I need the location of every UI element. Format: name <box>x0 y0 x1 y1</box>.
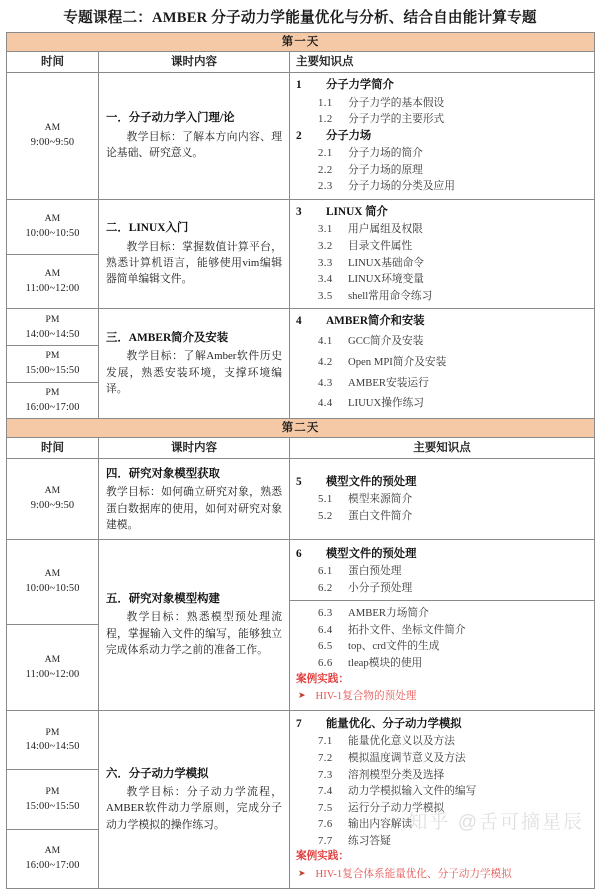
time-ampm: AM <box>44 213 61 225</box>
case-study-label: 案例实践： <box>296 851 349 863</box>
knowledge-group-head <box>296 77 588 95</box>
knowledge-item-label: 练习答疑 <box>348 834 391 847</box>
time-range: 16:00~17:00 <box>25 860 80 872</box>
knowledge-item-number: 6.1 <box>318 565 333 578</box>
knowledge-item-number: 6.6 <box>318 656 333 669</box>
knowledge-item-label: 分子力学的基本假设 <box>348 96 445 109</box>
knowledge-item-label: GCC简介及安装 <box>348 334 424 347</box>
knowledge-group-number: 7 <box>296 717 302 730</box>
knowledge-item <box>296 221 588 238</box>
time-cell <box>7 254 99 309</box>
time-cell <box>7 73 99 200</box>
time-cell <box>7 382 99 419</box>
knowledge-item <box>296 373 588 394</box>
knowledge-item <box>296 145 588 162</box>
session-goal: 教学目标：如何确立研究对象，熟悉蛋白数据库的使用，如何对研究对象建模。 <box>106 486 282 532</box>
knowledge-group-number: 2 <box>296 129 302 142</box>
knowledge-group-number: 3 <box>296 205 302 218</box>
time-range: 15:00~15:50 <box>25 365 80 377</box>
time-range: 11:00~12:00 <box>25 282 80 294</box>
time-range: 14:00~14:50 <box>25 741 80 753</box>
content-cell <box>99 539 290 710</box>
day1-band-row <box>7 33 595 52</box>
knowledge-group-head <box>296 546 588 564</box>
session-title: 四．研究对象模型获取 <box>106 468 220 481</box>
knowledge-item-number: 5.2 <box>318 509 333 522</box>
time-cell <box>7 345 99 382</box>
knowledge-item <box>296 95 588 112</box>
knowledge-group-number: 5 <box>296 475 302 488</box>
time-ampm: AM <box>44 654 61 666</box>
knowledge-item-number: 7.7 <box>318 834 333 847</box>
column-header-knowledge: 主要知识点 <box>290 438 595 459</box>
knowledge-item-number: 7.6 <box>318 818 333 831</box>
session-goal: 教学目标：分子动力学流程，AMBER软件动力学原则，完成分子动力学模拟的操作练习。 <box>106 785 282 831</box>
time-cell <box>7 770 99 829</box>
knowledge-group-head <box>296 128 588 146</box>
time-ampm: AM <box>44 485 61 497</box>
time-range: 15:00~15:50 <box>25 800 80 812</box>
knowledge-item-number: 7.5 <box>318 801 333 814</box>
knowledge-item-number: 2.1 <box>318 147 333 160</box>
time-ampm: PM <box>45 785 60 797</box>
case-study-item <box>296 866 588 883</box>
knowledge-item <box>296 580 588 597</box>
knowledge-item-label: 运行分子动力学模拟 <box>348 801 445 814</box>
time-ampm: PM <box>45 386 60 398</box>
knowledge-item-number: 7.3 <box>318 768 333 781</box>
case-study-label: 案例实践： <box>296 673 349 685</box>
time-range: 11:00~12:00 <box>25 668 80 680</box>
column-header-content: 课时内容 <box>99 438 290 459</box>
time-range: 10:00~10:50 <box>25 228 80 240</box>
session-title: 三．AMBER简介及安装 <box>106 332 229 345</box>
watermark: 知乎 @舌可摘星辰 <box>408 812 584 833</box>
knowledge-item-label: 分子力场的分类及应用 <box>348 180 455 193</box>
knowledge-item <box>296 255 588 272</box>
arrow-bullet-icon: ➤ <box>298 868 306 879</box>
page-title: 专题课程二：AMBER 分子动力学能量优化与分析、结合自由能计算专题 <box>63 10 537 26</box>
knowledge-group-number: 6 <box>296 547 302 560</box>
session-goal: 教学目标：了解Amber软件历史发展，熟悉安装环境，支撑环境编译。 <box>106 350 282 395</box>
knowledge-group-head <box>296 313 588 331</box>
knowledge-item-number: 6.5 <box>318 640 333 653</box>
knowledge-item-number: 4.1 <box>318 334 333 347</box>
column-header-time: 时间 <box>7 438 99 459</box>
knowledge-item-number: 4.4 <box>318 397 333 410</box>
knowledge-item-number: 3.4 <box>318 273 333 286</box>
knowledge-item-number: 4.2 <box>318 355 333 368</box>
column-header-knowledge: 主要知识点 <box>290 52 595 73</box>
knowledge-item <box>296 508 588 525</box>
case-study-text: HIV-1复合体系能量优化、分子动力学模拟 <box>315 869 512 881</box>
knowledge-group-head <box>296 204 588 222</box>
knowledge-item-label: AMBER力场简介 <box>348 607 429 620</box>
knowledge-group-label: 能量优化、分子动力学模拟 <box>326 717 462 730</box>
content-cell <box>99 199 290 308</box>
knowledge-item-label: 拓扑文件、坐标文件简介 <box>348 623 466 636</box>
knowledge-item <box>296 750 588 767</box>
knowledge-item-number: 3.3 <box>318 256 333 269</box>
day1-band-label: 第一天 <box>7 33 595 52</box>
knowledge-item-label: Open MPI简介及安装 <box>348 355 447 368</box>
knowledge-item-label: 溶剂模型分类及选择 <box>348 768 445 781</box>
day2-band-row <box>7 419 595 438</box>
knowledge-item <box>296 288 588 305</box>
time-ampm: AM <box>44 845 61 857</box>
knowledge-item-label: 动力学模拟输入文件的编写 <box>348 785 477 798</box>
knowledge-item <box>296 655 588 672</box>
knowledge-item-number: 7.2 <box>318 752 333 764</box>
knowledge-item-number: 3.2 <box>318 239 333 252</box>
knowledge-item-label: LINUX基础命令 <box>348 256 424 269</box>
knowledge-item-number: 4.3 <box>318 376 333 389</box>
time-range: 9:00~9:50 <box>30 500 75 512</box>
knowledge-item <box>296 767 588 784</box>
knowledge-group-number: 4 <box>296 315 302 328</box>
time-cell <box>7 199 99 254</box>
knowledge-item-label: 小分子预处理 <box>348 581 413 594</box>
knowledge-group-label: 模型文件的预处理 <box>326 475 417 488</box>
knowledge-cell <box>290 199 595 308</box>
case-study-item <box>296 688 588 705</box>
knowledge-item-label: LINUX环境变量 <box>348 273 424 286</box>
column-header-content: 课时内容 <box>99 52 290 73</box>
knowledge-group-head <box>296 474 588 492</box>
time-cell <box>7 539 99 625</box>
knowledge-item-label: 用户属组及权限 <box>348 223 423 236</box>
knowledge-item-number: 3.5 <box>318 289 333 302</box>
table-row <box>7 199 595 254</box>
knowledge-item-label: LIUUX操作练习 <box>348 397 424 410</box>
content-cell <box>99 73 290 200</box>
knowledge-item <box>296 238 588 255</box>
knowledge-item-number: 1.2 <box>318 113 333 126</box>
knowledge-item-label: 分子力学的主要形式 <box>348 113 445 126</box>
day1-header-row <box>7 52 595 73</box>
day2-header-row <box>7 438 595 459</box>
knowledge-item <box>296 833 588 850</box>
knowledge-item-number: 2.3 <box>318 180 333 193</box>
content-cell <box>99 459 290 539</box>
knowledge-item <box>296 783 588 800</box>
knowledge-item-label: top、crd文件的生成 <box>348 640 440 653</box>
time-range: 14:00~14:50 <box>25 328 80 340</box>
knowledge-item-label: 蛋白预处理 <box>348 565 402 578</box>
session-title: 六．分子动力学模拟 <box>106 767 209 780</box>
time-cell <box>7 625 99 711</box>
time-range: 9:00~9:50 <box>30 137 75 149</box>
knowledge-item-label: 模型来源简介 <box>348 493 413 506</box>
knowledge-item-label: 模拟温度调节意义及方法 <box>348 752 466 764</box>
knowledge-item-label: 目录文件属性 <box>348 239 413 252</box>
knowledge-cell <box>290 309 595 419</box>
knowledge-item <box>296 352 588 373</box>
knowledge-item <box>296 393 588 414</box>
knowledge-cell <box>290 73 595 200</box>
knowledge-item-label: AMBER安装运行 <box>348 376 429 389</box>
knowledge-item <box>296 331 588 352</box>
table-row <box>7 710 595 769</box>
knowledge-group-label: 分子力学简介 <box>326 79 394 91</box>
time-ampm: AM <box>44 568 61 580</box>
knowledge-group-label: AMBER简介和安装 <box>326 315 425 328</box>
day1-schedule-table <box>6 32 595 889</box>
knowledge-item <box>296 800 588 817</box>
knowledge-item-label: 分子力场的原理 <box>348 163 423 176</box>
knowledge-item <box>296 563 588 580</box>
time-ampm: PM <box>45 313 60 325</box>
knowledge-item-number: 7.1 <box>318 735 333 748</box>
knowledge-item-label: shell常用命令练习 <box>348 289 433 302</box>
time-cell <box>7 309 99 346</box>
session-title: 二．LINUX入门 <box>106 222 189 235</box>
day2-band-label: 第二天 <box>7 419 595 438</box>
knowledge-item-label: 能量优化意义以及方法 <box>348 735 455 748</box>
time-ampm: PM <box>45 726 60 738</box>
session-title: 一．分子动力学入门理/论 <box>106 112 235 125</box>
knowledge-item <box>296 491 588 508</box>
knowledge-item-number: 6.2 <box>318 581 333 594</box>
knowledge-group-label: LINUX 简介 <box>326 205 388 218</box>
knowledge-item-number: 6.4 <box>318 623 333 636</box>
content-cell <box>99 309 290 419</box>
knowledge-item <box>296 111 588 128</box>
knowledge-group-head <box>296 716 588 734</box>
knowledge-cell <box>290 710 595 888</box>
knowledge-item-number: 7.4 <box>318 785 333 798</box>
knowledge-group-label: 分子力场 <box>326 129 372 142</box>
knowledge-item-label: 蛋白文件简介 <box>348 509 413 522</box>
session-goal: 教学目标：熟悉模型预处理流程，掌握输入文件的编写，能够独立完成体系动力学之前的准备工作。 <box>106 611 282 656</box>
knowledge-item-number: 3.1 <box>318 223 333 236</box>
knowledge-item-label: 输出内容解读 <box>348 818 413 831</box>
session-goal: 教学目标：掌握数值计算平台，熟悉计算机语言，能够使用vim编辑器简单编辑文件。 <box>106 240 282 286</box>
time-cell <box>7 459 99 539</box>
knowledge-item <box>296 622 588 639</box>
knowledge-item-number: 5.1 <box>318 493 333 506</box>
time-ampm: AM <box>44 122 61 134</box>
knowledge-item <box>296 178 588 195</box>
session-title: 五．研究对象模型构建 <box>106 593 220 606</box>
arrow-bullet-icon: ➤ <box>298 690 306 701</box>
knowledge-item-number: 1.1 <box>318 96 333 109</box>
knowledge-item <box>296 638 588 655</box>
time-ampm: AM <box>44 267 61 279</box>
knowledge-item <box>296 605 588 622</box>
time-range: 16:00~17:00 <box>25 401 80 413</box>
knowledge-group-label: 模型文件的预处理 <box>326 547 417 560</box>
knowledge-item <box>296 816 588 833</box>
knowledge-cell <box>290 459 595 539</box>
knowledge-divider <box>290 600 594 601</box>
case-study-text: HIV-1复合物的预处理 <box>315 691 417 703</box>
time-cell <box>7 829 99 888</box>
table-row <box>7 309 595 346</box>
table-row <box>7 539 595 625</box>
column-header-time: 时间 <box>7 52 99 73</box>
content-cell <box>99 710 290 888</box>
table-row <box>7 459 595 539</box>
knowledge-group-number: 1 <box>296 79 302 91</box>
knowledge-item-label: 分子力场的简介 <box>348 147 423 160</box>
table-row <box>7 73 595 200</box>
time-ampm: PM <box>45 350 60 362</box>
time-range: 10:00~10:50 <box>25 583 80 595</box>
knowledge-item-number: 6.3 <box>318 607 333 620</box>
knowledge-item <box>296 271 588 288</box>
knowledge-item-label: tleap模块的使用 <box>348 656 423 669</box>
knowledge-item <box>296 162 588 179</box>
session-goal: 教学目标：了解本方向内容、理论基础、研究意义。 <box>106 130 282 159</box>
knowledge-item-number: 2.2 <box>318 163 333 176</box>
time-cell <box>7 710 99 769</box>
knowledge-cell <box>290 539 595 710</box>
knowledge-item <box>296 733 588 750</box>
